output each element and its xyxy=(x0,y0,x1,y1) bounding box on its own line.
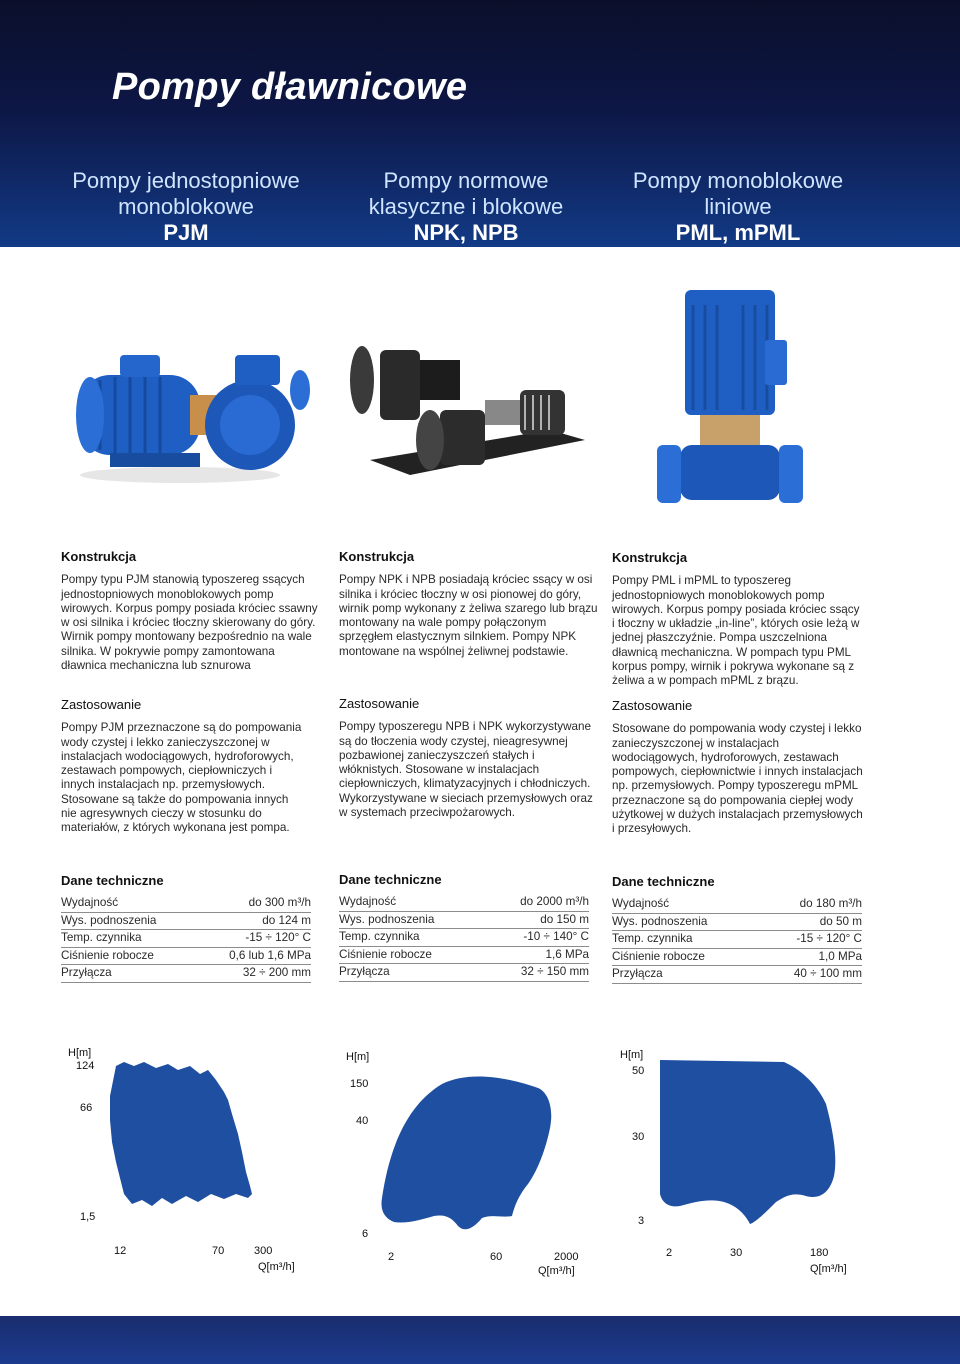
chart-ytick: 150 xyxy=(350,1078,369,1090)
npk-construction xyxy=(339,550,599,659)
chart-xtick: 70 xyxy=(212,1245,225,1257)
row-label: Temp. czynnika xyxy=(612,932,693,945)
pjm-construction-heading: Konstrukcja xyxy=(61,549,137,564)
table-row xyxy=(339,894,589,912)
table-row xyxy=(339,912,589,930)
table-row xyxy=(61,948,311,966)
table-row xyxy=(61,913,311,931)
npk-construction-text: Pompy NPK i NPB posiadają króciec ssący w osi silnika i króciec tłoczny w osi pionowej do góry, wirnik pomp wykonany z żeliwa szarego lub brązu montowany na wale pompy połączonym sprzęgłem elastycznym silnkiem. Pompy NPK montowane na wspólnej żeliwnej podstawie. xyxy=(339,573,598,658)
header-column-line2: monoblokowe xyxy=(118,194,254,219)
header-column-pml xyxy=(588,168,888,246)
row-label: Wydajność xyxy=(61,896,119,909)
row-value: do 124 m xyxy=(262,913,311,927)
table-row xyxy=(612,931,862,949)
pml-tech-table xyxy=(612,874,862,984)
table-row xyxy=(61,930,311,948)
row-label: Ciśnienie robocze xyxy=(61,948,154,962)
npk-application-heading: Zastosowanie xyxy=(339,696,420,711)
header-banner xyxy=(0,0,960,247)
npk-tech-table xyxy=(339,872,589,982)
pump-image-pml xyxy=(655,285,825,515)
chart-pml xyxy=(620,1046,860,1280)
table-row xyxy=(612,914,862,932)
pjm-application-heading: Zastosowanie xyxy=(61,697,142,712)
pml-construction xyxy=(612,551,864,689)
chart-xtick: 2 xyxy=(666,1247,673,1259)
row-label: Przyłącza xyxy=(61,966,112,979)
table-row xyxy=(339,964,589,982)
chart-ytick: 6 xyxy=(362,1228,369,1240)
pjm-application xyxy=(61,698,307,836)
header-column-code: NPK, NPB xyxy=(413,220,519,245)
chart-ytick: 3 xyxy=(638,1215,645,1227)
row-label: Przyłącza xyxy=(612,967,663,980)
row-value: -15 ÷ 120° C xyxy=(796,932,862,945)
chart-xtick: 300 xyxy=(254,1245,273,1257)
chart-xtick: 2000 xyxy=(554,1251,579,1263)
chart-xlabel: Q[m³/h] xyxy=(538,1265,575,1277)
header-column-line2: liniowe xyxy=(704,194,772,219)
row-value: -15 ÷ 120° C xyxy=(245,931,311,944)
chart-coverage-area xyxy=(660,1060,835,1224)
npk-tech-heading: Dane techniczne xyxy=(339,872,442,887)
header-column-line2: klasyczne i blokowe xyxy=(368,194,564,219)
footer-band xyxy=(0,1316,960,1364)
table-row xyxy=(612,949,862,967)
table-row xyxy=(612,896,862,914)
chart-ylabel: H[m] xyxy=(620,1049,644,1061)
chart-pjm xyxy=(66,1044,306,1280)
chart-xtick: 30 xyxy=(730,1247,743,1259)
pjm-construction xyxy=(61,550,321,673)
chart-xtick: 2 xyxy=(388,1251,395,1263)
page-title: Pompy dławnicowe xyxy=(112,66,468,108)
chart-coverage-area xyxy=(382,1076,552,1229)
row-value: 40 ÷ 100 mm xyxy=(793,967,862,980)
header-column-code: PML, mPML xyxy=(675,220,801,245)
header-column-npk xyxy=(316,168,616,246)
chart-ytick: 66 xyxy=(80,1102,93,1114)
row-value: do 2000 m³/h xyxy=(520,895,589,908)
row-value: 32 ÷ 150 mm xyxy=(520,965,589,978)
pml-application xyxy=(612,699,864,837)
row-label: Wys. podnoszenia xyxy=(612,914,708,928)
row-value: 1,0 MPa xyxy=(818,949,862,963)
chart-xtick: 180 xyxy=(810,1247,829,1259)
pml-application-heading: Zastosowanie xyxy=(612,698,693,713)
row-label: Wys. podnoszenia xyxy=(339,912,435,926)
pjm-tech-heading: Dane techniczne xyxy=(61,873,164,888)
chart-coverage-area xyxy=(110,1062,252,1206)
chart-xtick: 12 xyxy=(114,1245,127,1257)
chart-xlabel: Q[m³/h] xyxy=(258,1261,295,1273)
row-value: do 180 m³/h xyxy=(799,897,862,910)
npk-construction-heading: Konstrukcja xyxy=(339,549,415,564)
row-label: Przyłącza xyxy=(339,965,390,978)
npk-application-text: Pompy typoszeregu NPB i NPK wykorzystywane są do tłoczenia wody czystej, nieagresywnej pozbawionej zanieczyszczeń stałych i włóknistych. Stosowane w instalacjach ciepłowniczych, klimatyzacyjnych i chłodniczych. Wykorzystywane w sieciach przemysłowych oraz w systemach przeciwpożarowych. xyxy=(339,720,593,820)
chart-ytick: 1,5 xyxy=(80,1211,96,1223)
row-label: Wys. podnoszenia xyxy=(61,913,157,927)
row-label: Temp. czynnika xyxy=(339,930,420,943)
chart-ytick: 124 xyxy=(76,1060,95,1072)
pml-tech-heading: Dane techniczne xyxy=(612,874,715,889)
header-column-code: PJM xyxy=(163,220,209,245)
chart-xlabel: Q[m³/h] xyxy=(810,1263,847,1275)
table-row xyxy=(612,966,862,984)
chart-ylabel: H[m] xyxy=(68,1047,92,1059)
table-row xyxy=(61,895,311,913)
pump-image-pjm xyxy=(70,335,310,485)
chart-ytick: 50 xyxy=(632,1065,645,1077)
header-column-line1: Pompy jednostopniowe xyxy=(72,168,300,193)
row-value: do 300 m³/h xyxy=(248,896,311,909)
chart-ylabel: H[m] xyxy=(346,1051,370,1063)
row-value: do 50 m xyxy=(819,914,862,928)
pml-construction-text: Pompy PML i mPML to typoszereg jednostopniowych monoblokowych pomp wirowych. Korpus pompy posiada króciec ssący i tłoczny w układzie „in-line”, których osie leżą w jednej płaszczyźnie. Pompa uszczelniona dławnicą mechaniczna. W pompach typu PML korpus pompy, wirnik i pokrywa wykonane są z żeliwa a w pompach mPML z brązu. xyxy=(612,574,860,688)
row-value: 0,6 lub 1,6 MPa xyxy=(229,948,311,962)
row-label: Ciśnienie robocze xyxy=(339,947,432,961)
chart-ytick: 40 xyxy=(356,1115,369,1127)
row-label: Ciśnienie robocze xyxy=(612,949,705,963)
pml-construction-heading: Konstrukcja xyxy=(612,550,688,565)
chart-ytick: 30 xyxy=(632,1131,645,1143)
row-value: 1,6 MPa xyxy=(545,947,589,961)
header-column-line1: Pompy monoblokowe xyxy=(632,168,844,193)
pml-application-text: Stosowane do pompowania wody czystej i lekko zanieczyszczonej w instalacjach wodociągowych, hydroforowych, zestawach pompowych, ciepłownictwie i innych instalacjach np. przemysłowych. Pompy typoszeregu mPML przeznaczone są do pompowania ciepłej wody użytkowej w dużych instalacjach przemysłowych i przesyłowych. xyxy=(612,722,863,836)
pjm-construction-text: Pompy typu PJM stanowią typoszereg ssących jednostopniowych monoblokowych pomp wirowych. Korpus pompy posiada króciec ssawny w osi silnika i króciec tłoczny skierowany do góry. Wirnik pompy montowany bezpośrednio na wale silnika. W pokrywie pompy zamontowana dławnica mechaniczna lub sznurowa xyxy=(61,573,318,673)
row-value: 32 ÷ 200 mm xyxy=(242,966,311,979)
header-column-pjm xyxy=(36,168,336,246)
pump-image-npk xyxy=(340,340,590,480)
row-label: Temp. czynnika xyxy=(61,931,142,944)
row-value: do 150 m xyxy=(540,912,589,926)
row-value: -10 ÷ 140° C xyxy=(523,930,589,943)
pjm-tech-table xyxy=(61,873,311,983)
table-row xyxy=(339,929,589,947)
npk-application xyxy=(339,697,593,820)
chart-xtick: 60 xyxy=(490,1251,503,1263)
row-label: Wydajność xyxy=(612,897,670,910)
row-label: Wydajność xyxy=(339,895,397,908)
table-row xyxy=(339,947,589,965)
header-column-line1: Pompy normowe xyxy=(383,168,549,193)
table-row xyxy=(61,965,311,983)
pjm-application-text: Pompy PJM przeznaczone są do pompowania wody czystej i lekko zanieczyszczonej w instalacjach wodociągowych, hydroforowych, zestawach pompowych, ciepłowniczych i innych instalacjach np. przemysłowych. Stosowane są także do pompowania innych nie agresywnych cieczy w stosunku do materiałów, z których wykonana jest pompa. xyxy=(61,721,302,835)
chart-npk xyxy=(342,1048,592,1280)
